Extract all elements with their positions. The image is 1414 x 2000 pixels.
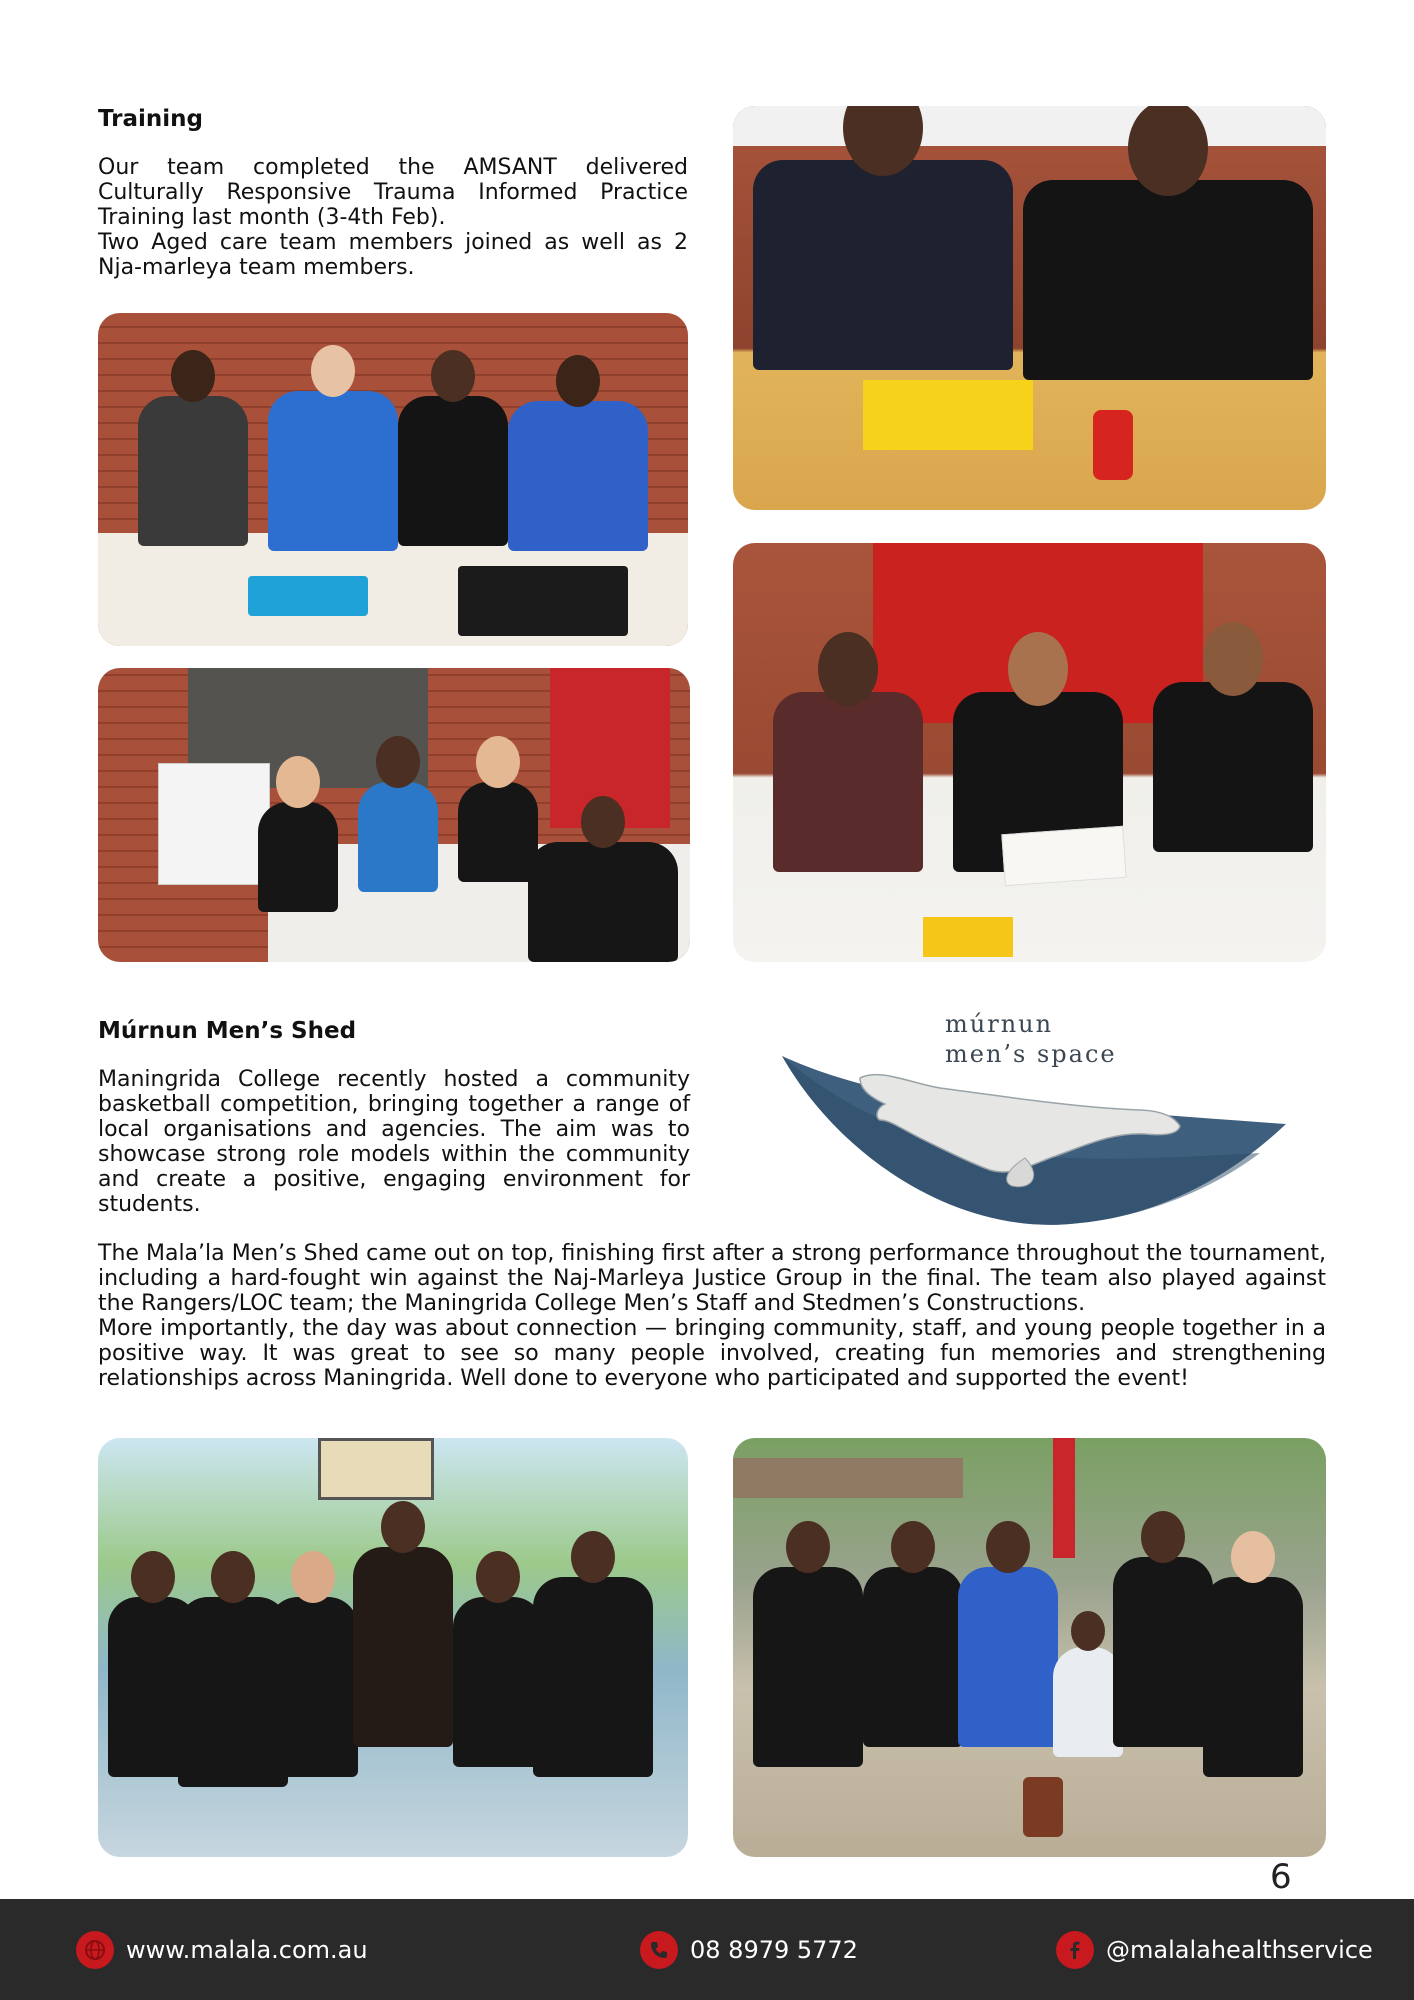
training-photo-card-activity — [733, 106, 1326, 510]
training-paragraph-2: Two Aged care team members joined as well as 2 Nja-marleya team members. — [98, 230, 688, 280]
mens-shed-body — [98, 1241, 1326, 1391]
phone-icon — [640, 1931, 678, 1969]
training-heading: Training — [98, 106, 204, 132]
murnun-mens-space-logo — [780, 1008, 1290, 1233]
training-photo-group-writing — [98, 313, 688, 646]
training-text — [98, 155, 688, 280]
mens-shed-intro: Maningrida College recently hosted a community basketball competition, bringing together a range of local organisations and agencies. The aim was to showcase strong role models within the community and create a positive, engaging environment for students. — [98, 1067, 690, 1217]
logo-text-line-1: múrnun — [945, 1010, 1054, 1038]
training-photo-room — [98, 668, 690, 962]
mens-shed-paragraph-2: More importantly, the day was about connection — bringing community, staff, and young people together in a positive way. It was great to see so many people involved, creating fun memories and strengthening relationships across Maningrida. Well done to everyone who participated and supported the event! — [98, 1316, 1326, 1391]
footer-social-text: @malalahealthservice — [1106, 1936, 1373, 1964]
mens-shed-photo-team-court — [98, 1438, 688, 1857]
logo-text-line-2: men’s space — [945, 1040, 1117, 1068]
training-paragraph-1: Our team completed the AMSANT delivered Culturally Responsive Trauma Informed Practice Training last month (3-4th Feb). — [98, 155, 688, 230]
footer-website[interactable] — [76, 1931, 368, 1969]
footer-phone-text: 08 8979 5772 — [690, 1936, 858, 1964]
footer-phone[interactable] — [640, 1931, 858, 1969]
mens-shed-paragraph-1: The Mala’la Men’s Shed came out on top, finishing first after a strong performance throughout the tournament, including a hard-fought win against the Naj-Marleya Justice Group in the final. The team also played against the Rangers/LOC team; the Maningrida College Men’s Staff and Stedmen’s Constructions. — [98, 1241, 1326, 1316]
training-photo-reading — [733, 543, 1326, 962]
footer-bar — [0, 1899, 1414, 2000]
globe-icon — [76, 1931, 114, 1969]
footer-social[interactable] — [1056, 1931, 1373, 1969]
dugong-icon — [780, 1008, 1290, 1233]
page-number: 6 — [1270, 1857, 1292, 1897]
mens-shed-photo-trophy-group — [733, 1438, 1326, 1857]
footer-website-text: www.malala.com.au — [126, 1936, 368, 1964]
mens-shed-heading: Múrnun Men’s Shed — [98, 1018, 357, 1044]
facebook-icon — [1056, 1931, 1094, 1969]
